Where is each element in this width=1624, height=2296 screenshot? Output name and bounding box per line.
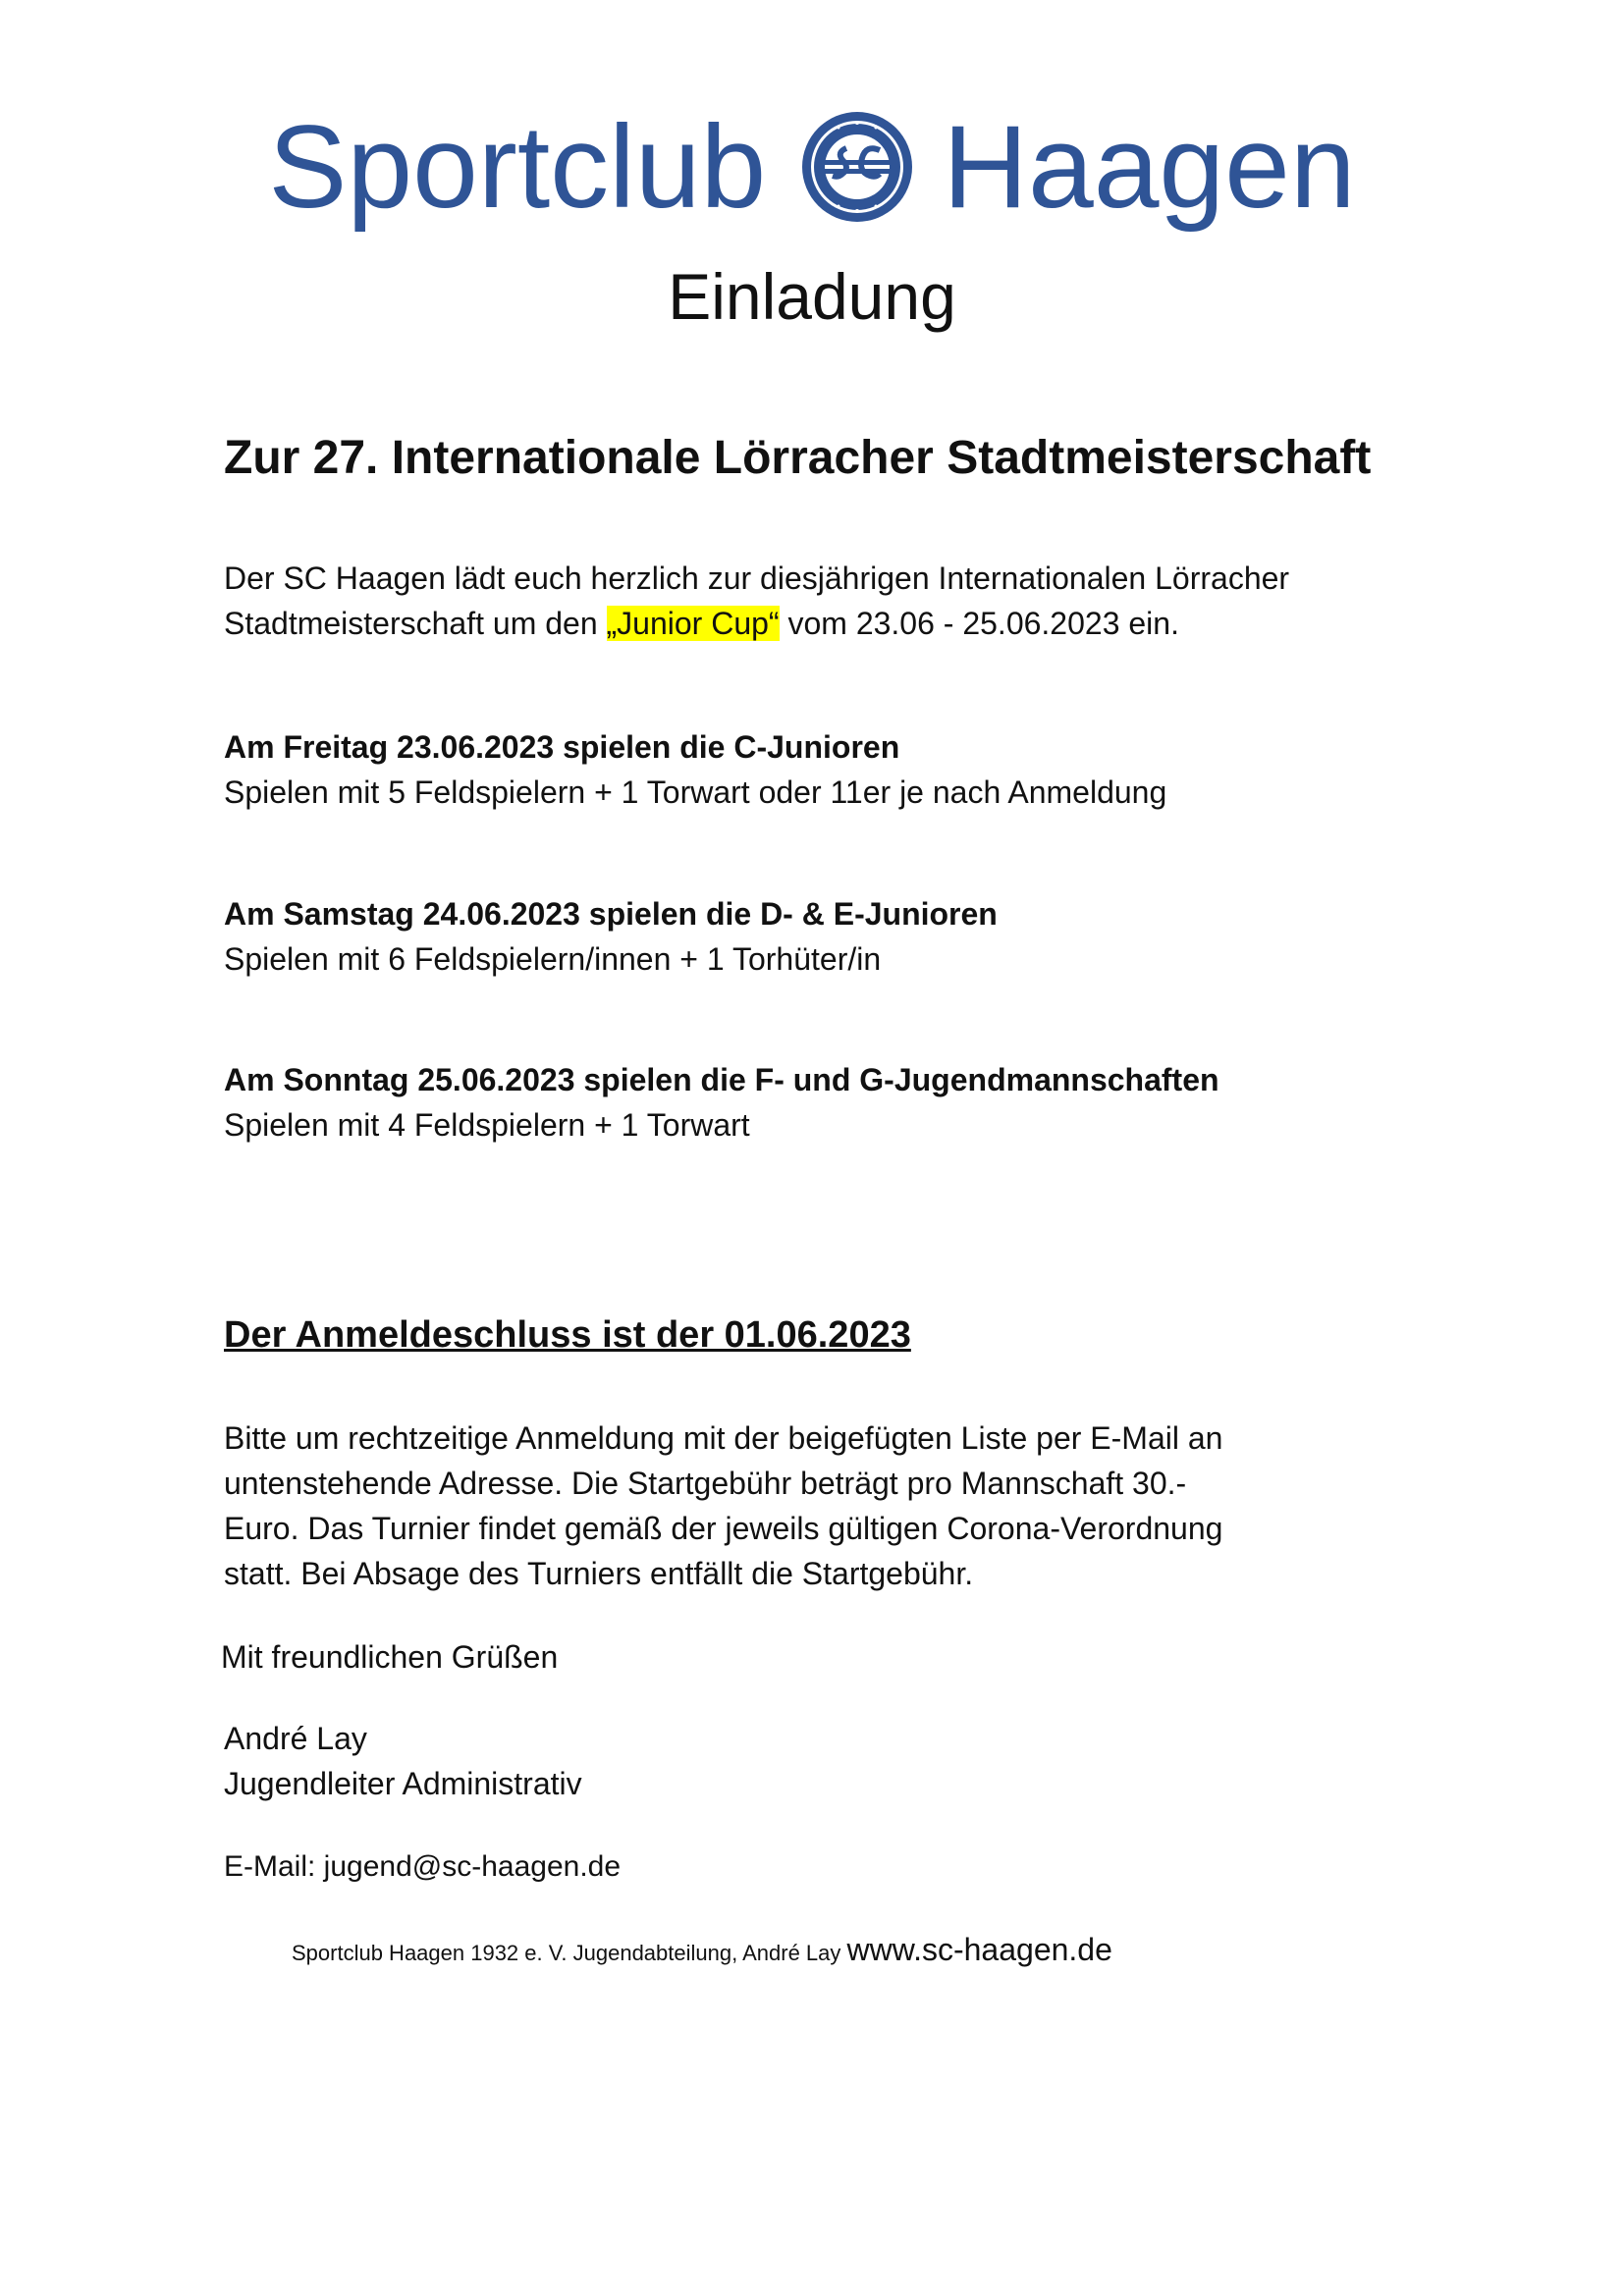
sc-haagen-club-crest-icon [799,109,915,225]
signature-role: Jugendleiter Administrativ [224,1766,582,1801]
signature-name: André Lay [224,1721,367,1756]
sunday-schedule-desc: Spielen mit 4 Feldspielern + 1 Torwart [224,1107,750,1143]
intro-line-2-start: Stadtmeisterschaft um den [224,606,607,641]
body-line-1: Bitte um rechtzeitige Anmeldung mit der beigefügten Liste per E-Mail an [224,1420,1223,1456]
body-line-3: Euro. Das Turnier findet gemäß der jeweils gültigen Corona-Verordnung [224,1511,1223,1546]
friday-schedule-title: Am Freitag 23.06.2023 spielen die C-Junioren [224,729,900,765]
intro-paragraph [224,556,1289,646]
intro-line-2 [224,601,1289,646]
body-line-2: untenstehende Adresse. Die Startgebühr beträgt pro Mannschaft 30.- [224,1466,1187,1501]
contact-email: E-Mail: jugend@sc-haagen.de [224,1850,622,1883]
footer-text: Sportclub Haagen 1932 e. V. Jugendabteilung, André Lay [292,1941,847,1965]
page-footer [292,1930,1112,1973]
registration-info-paragraph [224,1415,1222,1596]
intro-line-2-end: vom 23.06 - 25.06.2023 ein. [779,606,1179,641]
saturday-schedule-desc: Spielen mit 6 Feldspielern/innen + 1 Torhüter/in [224,941,882,977]
club-name-part-1: Sportclub [268,101,767,233]
club-name-header [0,93,1624,240]
friday-schedule-desc: Spielen mit 5 Feldspielern + 1 Torwart oder 11er je nach Anmeldung [224,774,1167,810]
closing-greeting: Mit freundlichen Grüßen [221,1639,559,1675]
intro-line-1: Der SC Haagen lädt euch herzlich zur diesjährigen Internationalen Lörracher [224,561,1290,596]
registration-deadline: Der Anmeldeschluss ist der 01.06.2023 [224,1314,911,1356]
saturday-schedule-title: Am Samstag 24.06.2023 spielen die D- & E-Junioren [224,896,998,932]
footer-website-link[interactable]: www.sc-haagen.de [846,1932,1112,1967]
tournament-heading: Zur 27. Internationale Lörracher Stadtmeisterschaft [224,432,1372,484]
club-name-part-2: Haagen [943,101,1356,233]
body-line-4: statt. Bei Absage des Turniers entfällt die Startgebühr. [224,1556,974,1591]
junior-cup-highlight: „Junior Cup“ [606,606,780,641]
document-title: Einladung [668,260,956,333]
sunday-schedule-title: Am Sonntag 25.06.2023 spielen die F- und G-Jugendmannschaften [224,1062,1219,1097]
